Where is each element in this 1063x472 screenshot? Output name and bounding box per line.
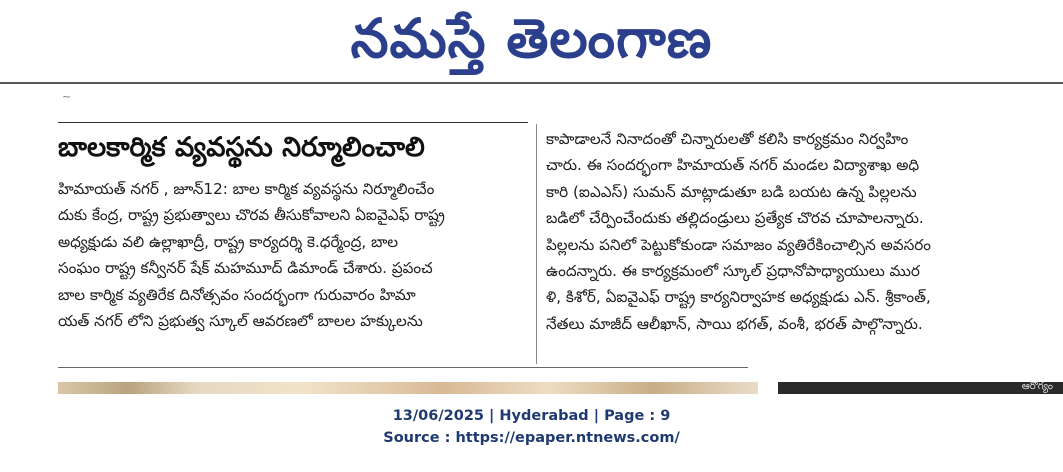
adjacent-photo-strip bbox=[58, 382, 758, 394]
article-line: దుకు కేంద్ర, రాష్ట్ర ప్రభుత్వాలు చొరవ తీసుకోవాలని ఏఐవైఎఫ్ రాష్ట్ర bbox=[58, 206, 445, 225]
article-line: ళి, కిశోర్, ఏఐవైఎఫ్ రాష్ట్ర కార్యనిర్వాహక అధ్యక్షుడు ఎన్. శ్రీకాంత్, bbox=[546, 288, 931, 307]
column-divider bbox=[536, 124, 537, 364]
article-line: బాల కార్మిక వ్యతిరేక దినోత్సవం సందర్భంగా గురువారం హిమా bbox=[58, 285, 416, 304]
news-article bbox=[58, 106, 1006, 366]
article-right-column bbox=[546, 126, 1004, 337]
article-bottom-rule bbox=[58, 367, 748, 368]
article-headline: బాలకార్మిక వ్యవస్థను నిర్మూలించాలి bbox=[58, 132, 425, 163]
article-left-column bbox=[58, 176, 526, 334]
masthead-title: నమస్తే తెలంగాణ bbox=[350, 7, 713, 70]
clipping-fragment-mark: ~ bbox=[62, 90, 72, 103]
article-line: ఉందన్నారు. ఈ కార్యక్రమంలో స్కూల్ ప్రధానోపాధ్యాయులు ముర bbox=[546, 262, 920, 281]
adjacent-dark-banner bbox=[778, 382, 1063, 394]
article-line: కాపాడాలనే నినాదంతో చిన్నారులతో కలిసి కార్యక్రమం నిర్వహిం bbox=[546, 130, 909, 148]
headline-top-rule bbox=[58, 122, 528, 123]
article-line: పిల్లలను పనిలో పెట్టుకోకుండా సమాజం వ్యతిరేకించాల్సిన అవసరం bbox=[546, 235, 931, 254]
article-line: అధ్యక్షుడు వలి ఉల్లాఖాద్రీ, రాష్ట్ర కార్యదర్శి కె.ధర్మేంద్ర, బాల bbox=[58, 232, 399, 251]
footer-date-line: 13/06/2025 | Hyderabad | Page : 9 bbox=[392, 408, 671, 424]
article-line: కారి (ఐఎఎస్) సుమన్ మాట్లాడుతూ బడి బయట ఉన్న పిల్లలను bbox=[546, 182, 917, 201]
article-line: సంఘం రాష్ట్ర కన్వీనర్ షేక్ మహమూద్ డిమాండ్ చేశారు. ప్రపంచ bbox=[58, 259, 433, 278]
article-line: హిమాయత్ నగర్ , జూన్12: బాల కార్మిక వ్యవస్థను నిర్మూలించేం bbox=[58, 180, 435, 198]
adjacent-banner-text: ఆరోగ్యం bbox=[1021, 381, 1053, 392]
masthead-divider bbox=[0, 82, 1063, 84]
article-line: చారు. ఈ సందర్భంగా హిమాయత్ నగర్ మండల విద్యాశాఖ అధి bbox=[546, 156, 920, 175]
footer-source-line: Source : https://epaper.ntnews.com/ bbox=[383, 430, 680, 446]
article-line: బడిలో చేర్పించేందుకు తల్లిదండ్రులు ప్రత్యేక చొరవ చూపాలన్నారు. bbox=[546, 209, 924, 228]
article-line: నేతలు మాజీద్ ఆలీఖాన్, సాయి భగత్, వంశీ, భరత్ పాల్గొన్నారు. bbox=[546, 314, 923, 333]
newspaper-masthead bbox=[0, 0, 1063, 80]
article-line: యత్ నగర్ లోని ప్రభుత్వ స్కూల్ ఆవరణలో బాలల హక్కులను bbox=[58, 312, 423, 331]
